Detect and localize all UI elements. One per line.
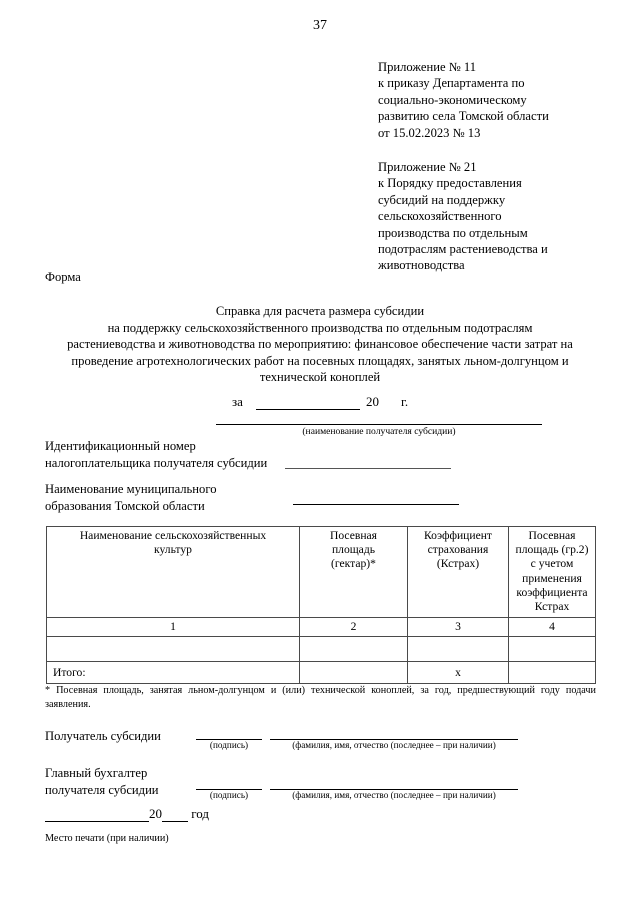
document-title-line-4: проведение агротехнологических работ на посевных площадях, занятых льном-долгунцом и — [71, 353, 569, 368]
appendix-procedure-line-5: производства по отдельным — [378, 225, 528, 240]
municipality-label-line-2: образования Томской области — [45, 498, 205, 513]
date-year-input[interactable] — [162, 807, 188, 822]
date-year-prefix: 20 — [149, 806, 162, 821]
cell-sown-area[interactable] — [300, 637, 408, 662]
header-col3-line2: страхования — [427, 543, 489, 557]
header-col4-line3: с учетом — [530, 557, 574, 571]
appendix-procedure-line-4: сельскохозяйственного — [378, 209, 502, 224]
municipality-label-line-1: Наименование муниципального — [45, 482, 217, 496]
period-za-label: за — [232, 394, 243, 409]
total-sown-area[interactable] — [300, 662, 408, 684]
inn-label-line-2: налогоплательщика получателя субсидии — [45, 455, 268, 470]
accountant-fio-caption: (фамилия, имя, отчество (последнее – при наличии) — [292, 790, 496, 800]
header-col4-line4: применения — [522, 571, 582, 585]
recipient-signature-label: Получатель субсидии — [45, 729, 161, 743]
recipient-name-caption: (наименование получателя субсидии) — [302, 426, 456, 437]
municipality-input[interactable] — [293, 504, 459, 505]
header-col4-line1: Посевная — [528, 529, 576, 542]
table-header-insurance-coefficient — [408, 527, 509, 618]
table-footnote: * Посевная площадь, занятая льном-долгунцом и (или) технической коноплей, за год, предшествующий году подачи заявления. — [45, 685, 596, 710]
header-col3-line1: Коэффициент — [424, 529, 492, 542]
header-col2-line3: (гектар)* — [331, 557, 376, 571]
appendix-order-line-1: Приложение № 11 — [378, 60, 477, 74]
appendix-procedure-line-7: животноводства — [378, 258, 465, 273]
cell-adjusted-area[interactable] — [509, 637, 596, 662]
appendix-order-line-4: развитию села Томской области — [378, 109, 549, 124]
date-day-month-input[interactable] — [45, 807, 149, 822]
header-col4-line2: площадь (гр.2) — [515, 543, 589, 557]
header-col2-line2: площадь — [331, 543, 376, 557]
page-number: 37 — [313, 18, 327, 33]
recipient-name-input[interactable] — [216, 424, 542, 425]
cell-insurance-coefficient[interactable] — [408, 637, 509, 662]
inn-label-line-1: Идентификационный номер — [45, 439, 196, 453]
period-year-suffix: г. — [401, 394, 409, 409]
inn-input[interactable] — [285, 468, 451, 469]
subsidy-calculation-table — [46, 526, 596, 684]
table-header-crop-name — [47, 527, 300, 618]
period-row — [0, 394, 640, 414]
appendix-procedure-block — [378, 159, 596, 274]
appendix-order-line-2: к приказу Департамента по — [378, 76, 525, 91]
stamp-note: Место печати (при наличии) — [45, 833, 169, 844]
table-header-sown-area — [300, 527, 408, 618]
table-column-number-row — [47, 618, 596, 637]
accountant-label-line-1: Главный бухгалтер — [45, 766, 148, 780]
appendix-procedure-line-2: к Порядку предоставления — [378, 176, 522, 191]
appendix-procedure-line-1: Приложение № 21 — [378, 160, 477, 174]
cell-crop-name[interactable] — [47, 637, 300, 662]
appendix-procedure-line-3: субсидий на поддержку — [378, 192, 506, 207]
header-col1-line2: культур — [154, 543, 192, 557]
document-title-line-5: технической коноплей — [259, 370, 381, 385]
accountant-label-line-2: получателя субсидии — [45, 782, 159, 797]
table-row[interactable] — [47, 637, 596, 662]
document-title-line-3: растениеводства и животноводства по мероприятию: финансовое обеспечение части затрат на — [67, 337, 573, 352]
period-input[interactable] — [256, 409, 360, 410]
document-title — [28, 303, 612, 386]
table-header-row — [47, 527, 596, 618]
date-year-word: год — [191, 806, 209, 821]
form-label: Форма — [45, 270, 81, 284]
header-col4-line6: Кстрах — [534, 600, 570, 614]
column-number-4: 4 — [509, 618, 596, 637]
document-title-line-1: Справка для расчета размера субсидии — [215, 304, 425, 318]
header-col4-line5: коэффициента — [516, 585, 588, 599]
appendix-order-line-5: от 15.02.2023 № 13 — [378, 125, 481, 140]
recipient-fio-caption: (фамилия, имя, отчество (последнее – при наличии) — [292, 740, 496, 750]
document-title-line-2: на поддержку сельскохозяйственного производства по отдельным подотраслям — [107, 320, 533, 335]
header-col2-line1: Посевная — [329, 529, 378, 542]
column-number-1: 1 — [47, 618, 300, 637]
appendix-order-block — [378, 59, 596, 141]
appendix-order-line-3: социально-экономическому — [378, 92, 527, 107]
municipality-label — [45, 481, 217, 514]
appendix-procedure-line-6: подотраслям растениеводства и — [378, 242, 548, 257]
accountant-signature-caption: (подпись) — [209, 790, 249, 800]
column-number-2: 2 — [300, 618, 408, 637]
total-adjusted-area[interactable] — [509, 662, 596, 684]
inn-label — [45, 438, 267, 471]
recipient-signature-caption: (подпись) — [209, 740, 249, 750]
period-year-prefix: 20 — [366, 394, 379, 409]
header-col1-line1: Наименование сельскохозяйственных — [79, 529, 267, 542]
header-col3-line3: (Кстрах) — [436, 557, 480, 571]
accountant-signature-label — [45, 765, 159, 798]
total-label: Итого: — [47, 662, 300, 684]
date-line — [45, 806, 209, 822]
table-total-row — [47, 662, 596, 684]
total-insurance-coefficient: x — [408, 662, 509, 684]
column-number-3: 3 — [408, 618, 509, 637]
table-header-adjusted-area — [509, 527, 596, 618]
